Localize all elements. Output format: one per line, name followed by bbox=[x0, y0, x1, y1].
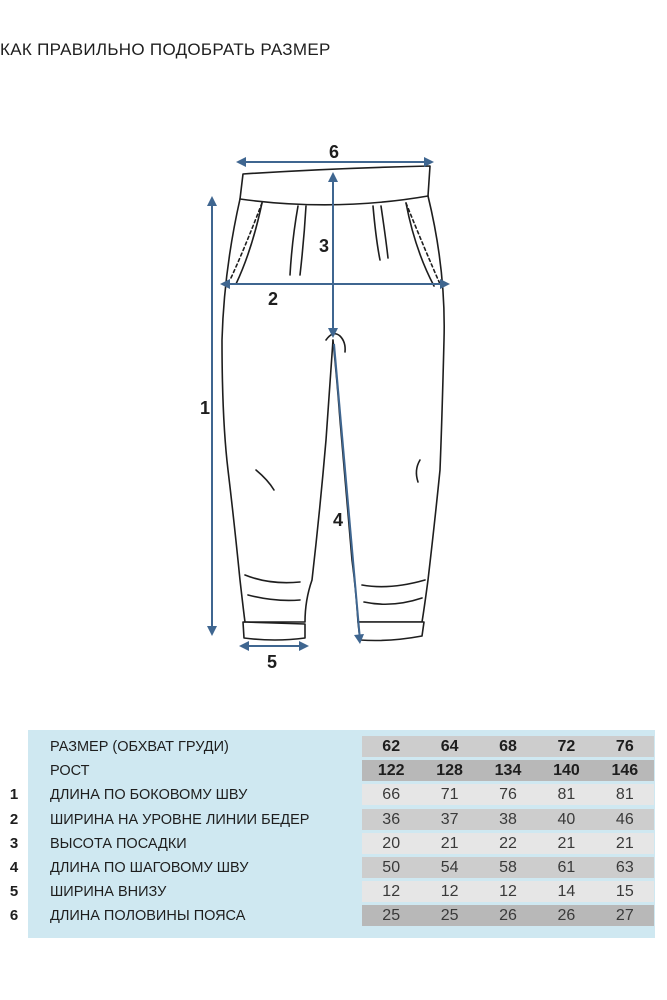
row-values bbox=[362, 784, 654, 805]
table-cell: 27 bbox=[615, 907, 634, 925]
table-row bbox=[28, 833, 655, 854]
row-label: ШИРИНА НА УРОВНЕ ЛИНИИ БЕДЕР bbox=[50, 811, 310, 828]
table-cell: 76 bbox=[615, 738, 634, 755]
row-values bbox=[362, 881, 654, 902]
label-2: 2 bbox=[268, 289, 279, 309]
table-cell: 37 bbox=[440, 810, 459, 828]
row-number: 4 bbox=[9, 859, 19, 876]
table-cell: 81 bbox=[615, 786, 634, 804]
table-row bbox=[28, 905, 655, 926]
row-number: 3 bbox=[9, 834, 19, 852]
table-cell: 38 bbox=[499, 810, 517, 828]
table-cell: 62 bbox=[382, 738, 401, 755]
row-values bbox=[362, 736, 654, 757]
row-number: 6 bbox=[9, 907, 19, 925]
page-title: КАК ПРАВИЛЬНО ПОДОБРАТЬ РАЗМЕР bbox=[0, 40, 331, 59]
table-cell: 64 bbox=[440, 738, 459, 755]
label-6: 6 bbox=[329, 142, 340, 162]
table-cell: 58 bbox=[499, 859, 517, 876]
table-cell: 21 bbox=[440, 834, 459, 852]
table-cell: 50 bbox=[382, 859, 401, 876]
table-header-row bbox=[28, 760, 655, 781]
table-row bbox=[28, 881, 655, 902]
table-cell: 20 bbox=[382, 834, 401, 852]
table-cell: 14 bbox=[557, 883, 576, 901]
row-label: ВЫСОТА ПОСАДКИ bbox=[50, 835, 187, 852]
row-values bbox=[362, 760, 654, 781]
table-row bbox=[28, 809, 655, 830]
table-header-row bbox=[28, 736, 655, 757]
table-cell: 72 bbox=[557, 738, 576, 755]
table-row bbox=[28, 857, 655, 878]
table-cell: 61 bbox=[557, 859, 576, 876]
table-cell: 26 bbox=[499, 907, 517, 925]
label-1: 1 bbox=[200, 398, 211, 418]
row-label: РОСТ bbox=[50, 763, 90, 780]
table-cell: 122 bbox=[377, 762, 405, 780]
table-cell: 134 bbox=[494, 762, 522, 780]
table-cell: 46 bbox=[615, 810, 634, 828]
table-cell: 36 bbox=[382, 810, 401, 828]
row-values bbox=[362, 905, 654, 926]
table-cell: 21 bbox=[615, 834, 634, 852]
table-cell: 21 bbox=[557, 834, 576, 852]
row-values bbox=[362, 857, 654, 878]
row-label: РАЗМЕР (ОБХВАТ ГРУДИ) bbox=[50, 739, 229, 755]
label-5: 5 bbox=[267, 652, 278, 672]
table-cell: 25 bbox=[382, 907, 401, 925]
table-row bbox=[28, 784, 655, 805]
table-cell: 71 bbox=[440, 786, 459, 804]
table-cell: 22 bbox=[499, 834, 517, 852]
table-cell: 54 bbox=[440, 859, 459, 876]
row-values bbox=[362, 809, 654, 830]
table-cell: 68 bbox=[499, 738, 517, 755]
table-cell: 76 bbox=[499, 786, 517, 804]
label-4: 4 bbox=[333, 510, 344, 530]
table-cell: 15 bbox=[615, 883, 634, 901]
row-label: ДЛИНА ПО БОКОВОМУ ШВУ bbox=[50, 787, 248, 804]
row-number: 2 bbox=[9, 810, 19, 828]
row-values bbox=[362, 833, 654, 854]
table-cell: 26 bbox=[557, 907, 576, 925]
table-cell: 12 bbox=[440, 883, 459, 901]
table-cell: 81 bbox=[557, 786, 576, 804]
row-label: ДЛИНА ПОЛОВИНЫ ПОЯСА bbox=[50, 908, 246, 925]
table-cell: 146 bbox=[611, 762, 639, 780]
table-cell: 12 bbox=[382, 883, 401, 901]
table-cell: 12 bbox=[499, 883, 517, 901]
table-cell: 128 bbox=[436, 762, 463, 780]
label-3: 3 bbox=[319, 236, 330, 256]
table-cell: 40 bbox=[557, 810, 576, 828]
size-table bbox=[28, 730, 655, 938]
row-number: 5 bbox=[9, 883, 19, 901]
table-cell: 140 bbox=[553, 762, 580, 780]
table-cell: 63 bbox=[615, 859, 634, 876]
row-label: ШИРИНА ВНИЗУ bbox=[50, 884, 167, 901]
row-number: 1 bbox=[9, 786, 19, 804]
table-cell: 66 bbox=[382, 786, 401, 804]
row-label: ДЛИНА ПО ШАГОВОМУ ШВУ bbox=[50, 860, 249, 876]
table-cell: 25 bbox=[440, 907, 459, 925]
